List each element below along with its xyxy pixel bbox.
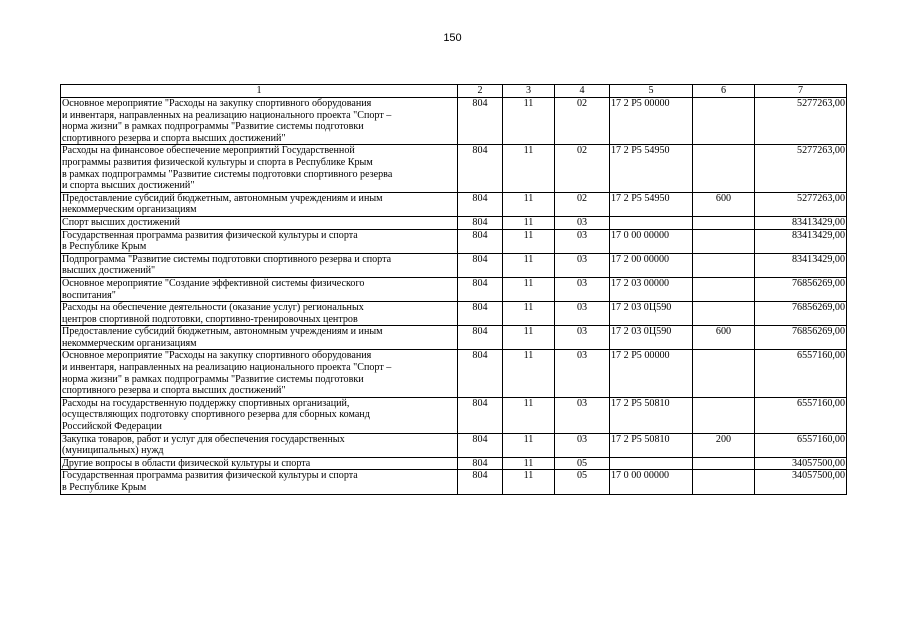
table-row bbox=[61, 326, 847, 350]
cell-name-line: Расходы на финансовое обеспечение мероприятий Государственной bbox=[62, 145, 355, 157]
table-row bbox=[61, 457, 847, 470]
cell-name-line: Государственная программа развития физической культуры и спорта bbox=[62, 470, 358, 482]
cell-subsection: 02 bbox=[555, 98, 610, 145]
cell-name bbox=[61, 98, 458, 145]
cell-name-line: спортивного резерва и спорта высших достижений" bbox=[62, 132, 286, 144]
cell-name-line: и инвентаря, направленных на реализацию национального проекта "Спорт – bbox=[62, 109, 392, 121]
cell-amount: 34057500,00 bbox=[755, 457, 847, 470]
cell-name-line: некоммерческим организациям bbox=[62, 337, 197, 349]
cell-name bbox=[61, 302, 458, 326]
cell-name-line: в Республике Крым bbox=[62, 482, 147, 493]
cell-subsection: 03 bbox=[555, 277, 610, 301]
cell-amount: 83413429,00 bbox=[755, 229, 847, 253]
cell-amount: 76856269,00 bbox=[755, 326, 847, 350]
cell-subsection: 02 bbox=[555, 192, 610, 216]
cell-amount: 5277263,00 bbox=[755, 98, 847, 145]
cell-ministry-code: 804 bbox=[458, 457, 503, 470]
cell-name-line: Государственная программа развития физической культуры и спорта bbox=[62, 229, 358, 241]
cell-target-article: 17 2 P5 00000 bbox=[610, 98, 693, 145]
cell-subsection: 03 bbox=[555, 216, 610, 229]
cell-amount: 76856269,00 bbox=[755, 302, 847, 326]
cell-name-line: норма жизни" в рамках подпрограммы "Развитие системы подготовки bbox=[62, 373, 364, 385]
cell-ministry-code: 804 bbox=[458, 350, 503, 397]
cell-amount: 83413429,00 bbox=[755, 253, 847, 277]
cell-expense-type: 600 bbox=[693, 326, 755, 350]
cell-target-article: 17 2 P5 54950 bbox=[610, 145, 693, 192]
cell-target-article: 17 2 03 00000 bbox=[610, 277, 693, 301]
table-row bbox=[61, 302, 847, 326]
cell-ministry-code: 804 bbox=[458, 302, 503, 326]
table-row bbox=[61, 145, 847, 192]
cell-ministry-code: 804 bbox=[458, 216, 503, 229]
table-row bbox=[61, 216, 847, 229]
cell-name bbox=[61, 216, 458, 229]
cell-expense-type bbox=[693, 350, 755, 397]
cell-ministry-code: 804 bbox=[458, 470, 503, 494]
cell-name-line: Расходы на обеспечение деятельности (оказание услуг) региональных bbox=[62, 302, 364, 314]
cell-ministry-code: 804 bbox=[458, 253, 503, 277]
cell-name bbox=[61, 326, 458, 350]
cell-name-line: Основное мероприятие "Расходы на закупку спортивного оборудования bbox=[62, 98, 372, 109]
cell-amount: 5277263,00 bbox=[755, 192, 847, 216]
cell-name-line: Основное мероприятие "Расходы на закупку спортивного оборудования bbox=[62, 350, 372, 362]
cell-name-line: в рамках подпрограммы "Развитие системы подготовки спортивного резерва bbox=[62, 168, 393, 180]
column-header: 7 bbox=[755, 85, 847, 98]
cell-expense-type bbox=[693, 98, 755, 145]
cell-name-line: Спорт высших достижений bbox=[62, 216, 181, 228]
cell-expense-type bbox=[693, 397, 755, 433]
column-header: 5 bbox=[610, 85, 693, 98]
cell-expense-type bbox=[693, 253, 755, 277]
cell-name bbox=[61, 433, 458, 457]
cell-target-article: 17 0 00 00000 bbox=[610, 229, 693, 253]
cell-name-line: Другие вопросы в области физической культуры и спорта bbox=[62, 457, 311, 469]
cell-section: 11 bbox=[503, 192, 555, 216]
cell-target-article: 17 2 P5 54950 bbox=[610, 192, 693, 216]
cell-ministry-code: 804 bbox=[458, 433, 503, 457]
cell-target-article: 17 2 00 00000 bbox=[610, 253, 693, 277]
cell-section: 11 bbox=[503, 350, 555, 397]
cell-target-article: 17 2 03 0Ц590 bbox=[610, 302, 693, 326]
cell-expense-type bbox=[693, 145, 755, 192]
cell-name-line: и спорта высших достижений" bbox=[62, 180, 195, 192]
cell-ministry-code: 804 bbox=[458, 192, 503, 216]
cell-name-line: Предоставление субсидий бюджетным, автономным учреждениям и иным bbox=[62, 192, 383, 204]
cell-name-line: воспитания" bbox=[62, 289, 116, 301]
cell-amount: 6557160,00 bbox=[755, 397, 847, 433]
table-row bbox=[61, 277, 847, 301]
table-row bbox=[61, 470, 847, 494]
cell-expense-type bbox=[693, 216, 755, 229]
cell-target-article: 17 2 03 0Ц590 bbox=[610, 326, 693, 350]
cell-name-line: Расходы на государственную поддержку спортивных организаций, bbox=[62, 397, 350, 409]
cell-amount: 6557160,00 bbox=[755, 350, 847, 397]
cell-name-line: Российской Федерации bbox=[62, 421, 162, 433]
cell-amount: 76856269,00 bbox=[755, 277, 847, 301]
budget-table bbox=[60, 84, 847, 495]
cell-name-line: центров спортивной подготовки, спортивно-тренировочных центров bbox=[62, 313, 358, 325]
cell-section: 11 bbox=[503, 433, 555, 457]
cell-section: 11 bbox=[503, 302, 555, 326]
cell-section: 11 bbox=[503, 229, 555, 253]
cell-name bbox=[61, 253, 458, 277]
cell-target-article: 17 2 P5 50810 bbox=[610, 433, 693, 457]
cell-name-line: спортивного резерва и спорта высших достижений" bbox=[62, 385, 286, 397]
column-header: 2 bbox=[458, 85, 503, 98]
cell-name-line: (муниципальных) нужд bbox=[62, 445, 164, 457]
cell-amount: 6557160,00 bbox=[755, 433, 847, 457]
cell-expense-type bbox=[693, 277, 755, 301]
cell-target-article bbox=[610, 216, 693, 229]
table-row bbox=[61, 98, 847, 145]
table-row bbox=[61, 229, 847, 253]
column-header: 6 bbox=[693, 85, 755, 98]
cell-name-line: некоммерческим организациям bbox=[62, 204, 197, 216]
cell-ministry-code: 804 bbox=[458, 277, 503, 301]
cell-name bbox=[61, 277, 458, 301]
cell-amount: 34057500,00 bbox=[755, 470, 847, 494]
cell-expense-type bbox=[693, 302, 755, 326]
cell-name bbox=[61, 192, 458, 216]
cell-subsection: 03 bbox=[555, 253, 610, 277]
table-header-row bbox=[61, 85, 847, 98]
cell-name bbox=[61, 397, 458, 433]
cell-section: 11 bbox=[503, 397, 555, 433]
table-row bbox=[61, 192, 847, 216]
cell-name-line: программы развития физической культуры и спорта в Республике Крым bbox=[62, 156, 373, 168]
cell-section: 11 bbox=[503, 457, 555, 470]
cell-expense-type: 200 bbox=[693, 433, 755, 457]
cell-name bbox=[61, 457, 458, 470]
cell-target-article: 17 2 P5 50810 bbox=[610, 397, 693, 433]
cell-expense-type bbox=[693, 457, 755, 470]
cell-name-line: норма жизни" в рамках подпрограммы "Развитие системы подготовки bbox=[62, 121, 364, 133]
column-header: 4 bbox=[555, 85, 610, 98]
cell-amount: 83413429,00 bbox=[755, 216, 847, 229]
cell-section: 11 bbox=[503, 326, 555, 350]
column-header: 1 bbox=[61, 85, 458, 98]
cell-name-line: осуществляющих подготовку спортивного резерва для сборных команд bbox=[62, 409, 370, 421]
table-row bbox=[61, 397, 847, 433]
cell-name bbox=[61, 470, 458, 494]
cell-subsection: 02 bbox=[555, 145, 610, 192]
cell-name-line: Основное мероприятие "Создание эффективной системы физического bbox=[62, 277, 365, 289]
cell-section: 11 bbox=[503, 253, 555, 277]
table-row bbox=[61, 253, 847, 277]
cell-subsection: 03 bbox=[555, 326, 610, 350]
cell-name bbox=[61, 229, 458, 253]
cell-subsection: 03 bbox=[555, 302, 610, 326]
cell-name-line: и инвентаря, направленных на реализацию национального проекта "Спорт – bbox=[62, 362, 392, 374]
cell-ministry-code: 804 bbox=[458, 98, 503, 145]
cell-section: 11 bbox=[503, 470, 555, 494]
table-row bbox=[61, 433, 847, 457]
cell-name-line: Подпрограмма "Развитие системы подготовки спортивного резерва и спорта bbox=[62, 253, 392, 265]
cell-section: 11 bbox=[503, 145, 555, 192]
cell-ministry-code: 804 bbox=[458, 229, 503, 253]
cell-subsection: 03 bbox=[555, 433, 610, 457]
cell-name bbox=[61, 350, 458, 397]
column-header: 3 bbox=[503, 85, 555, 98]
cell-name-line: Предоставление субсидий бюджетным, автономным учреждениям и иным bbox=[62, 326, 383, 338]
cell-name-line: в Республике Крым bbox=[62, 241, 147, 253]
cell-target-article bbox=[610, 457, 693, 470]
cell-ministry-code: 804 bbox=[458, 326, 503, 350]
page-number: 150 bbox=[443, 32, 462, 44]
cell-subsection: 03 bbox=[555, 397, 610, 433]
cell-section: 11 bbox=[503, 216, 555, 229]
table-body bbox=[61, 98, 847, 495]
cell-ministry-code: 804 bbox=[458, 145, 503, 192]
cell-subsection: 03 bbox=[555, 350, 610, 397]
cell-target-article: 17 2 P5 00000 bbox=[610, 350, 693, 397]
cell-expense-type: 600 bbox=[693, 192, 755, 216]
cell-ministry-code: 804 bbox=[458, 397, 503, 433]
cell-subsection: 05 bbox=[555, 470, 610, 494]
cell-section: 11 bbox=[503, 277, 555, 301]
table-row bbox=[61, 350, 847, 397]
cell-name bbox=[61, 145, 458, 192]
cell-expense-type bbox=[693, 229, 755, 253]
cell-name-line: высших достижений" bbox=[62, 265, 156, 277]
cell-subsection: 03 bbox=[555, 229, 610, 253]
cell-amount: 5277263,00 bbox=[755, 145, 847, 192]
cell-target-article: 17 0 00 00000 bbox=[610, 470, 693, 494]
cell-name-line: Закупка товаров, работ и услуг для обеспечения государственных bbox=[62, 433, 345, 445]
cell-expense-type bbox=[693, 470, 755, 494]
cell-subsection: 05 bbox=[555, 457, 610, 470]
cell-section: 11 bbox=[503, 98, 555, 145]
